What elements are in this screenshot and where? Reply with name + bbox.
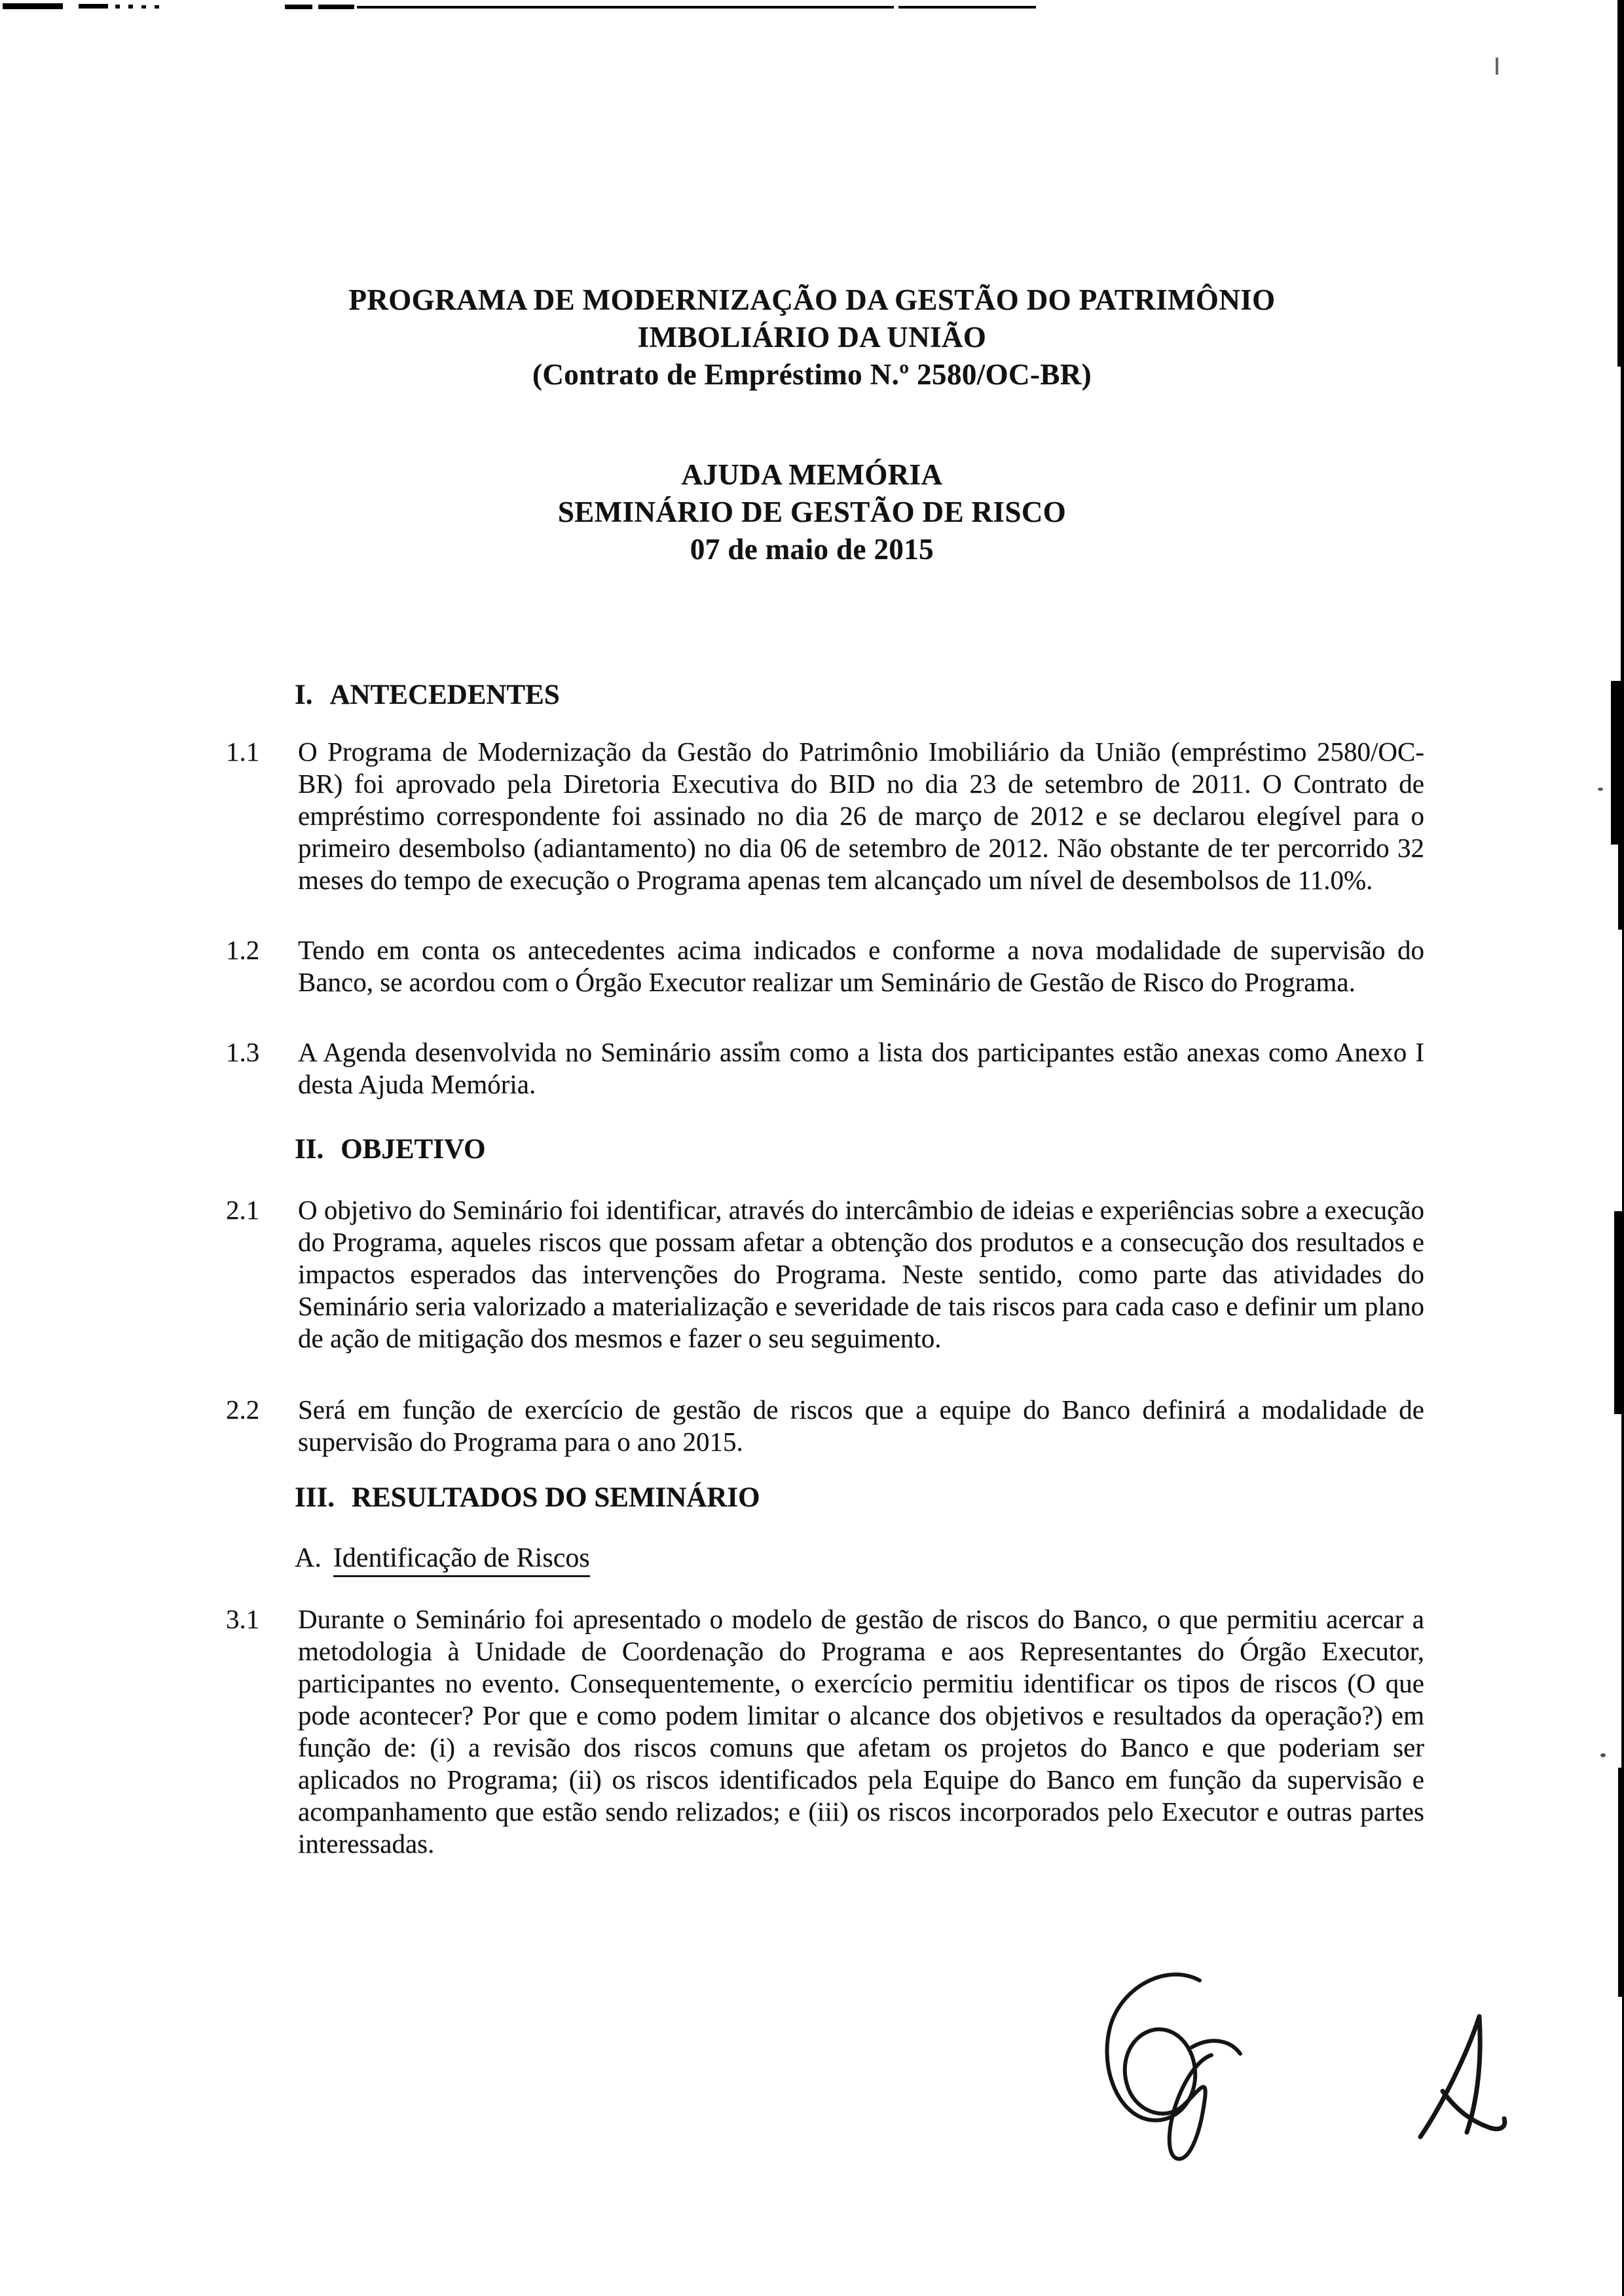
- scan-artifact-right-edge: [1614, 1211, 1624, 1414]
- scan-artifact-right-edge: [1611, 681, 1624, 845]
- paragraph-3-1: [226, 1603, 1424, 1860]
- paragraph-number: 1.1: [226, 737, 260, 767]
- scan-artifact-top-edge: [155, 5, 159, 9]
- subheading-identificacao-de-riscos: [295, 1542, 1424, 1575]
- section-numeral: III.: [295, 1482, 335, 1513]
- scan-artifact-top-edge: [357, 6, 894, 9]
- scan-artifact-top-edge: [285, 5, 312, 9]
- section-title: ANTECEDENTES: [329, 680, 560, 710]
- paragraph-2-2: [226, 1394, 1424, 1458]
- section-numeral: II.: [295, 1134, 324, 1165]
- scan-artifact-top-edge: [141, 5, 146, 9]
- scan-artifact-top-edge: [898, 6, 1036, 9]
- memo-date-line: 07 de maio de 2015: [690, 533, 934, 566]
- section-heading-resultados: [295, 1482, 1424, 1514]
- signature-scribble-icon: [1100, 1967, 1251, 2167]
- paragraph-text: A Agenda desenvolvida no Seminário assim como a lista dos participantes estão anexas como Anexo I desta Ajuda Memória.: [298, 1037, 1424, 1099]
- paragraph-number: 2.1: [226, 1195, 260, 1225]
- scan-artifact-right-edge: [1621, 1414, 1624, 1768]
- scan-artifact-right-edge: [1621, 367, 1624, 681]
- section-heading-objetivo: [295, 1133, 1424, 1165]
- paragraph-text: O objetivo do Seminário foi identificar, através do intercâmbio de ideias e experiências sobre a execução do Programa, aqueles riscos que possam afetar a obtenção dos produtos e a consecução dos resultados e impactos esperados das intervenções do Programa. Neste sentido, como parte das atividades do Seminário seria valorizado a materialização e severidade de tais riscos para cada caso e definir um plano de ação de mitigação dos mesmos e fazer o seu seguimento.: [298, 1195, 1424, 1353]
- paragraph-text: Tendo em conta os antecedentes acima indicados e conforme a nova modalidade de supervisão do Banco, se acordou com o Órgão Executor realizar um Seminário de Gestão de Risco do Programa.: [298, 935, 1424, 997]
- scan-artifact-right-edge: [1618, 845, 1624, 930]
- scan-artifact-top-edge: [3, 3, 63, 9]
- paragraph-1-3: [226, 1036, 1424, 1101]
- section-title: RESULTADOS DO SEMINÁRIO: [351, 1482, 760, 1513]
- title-line-3: (Contrato de Empréstimo N.º 2580/OC-BR): [532, 358, 1092, 391]
- paragraph-number: 1.3: [226, 1037, 260, 1067]
- document-body: [226, 679, 1424, 1860]
- paragraph-number: 2.2: [226, 1394, 260, 1425]
- scan-artifact-right-edge: [1617, 0, 1624, 367]
- scan-speck: [1496, 58, 1498, 75]
- memo-subtitle: [0, 456, 1624, 568]
- section-heading-antecedentes: [295, 679, 1424, 711]
- memo-type-line: AJUDA MEMÓRIA: [681, 458, 943, 491]
- scan-artifact-top-edge: [115, 5, 120, 9]
- section-title: OBJETIVO: [341, 1134, 486, 1165]
- paragraph-text: Durante o Seminário foi apresentado o modelo de gestão de riscos do Banco, o que permitiu acercar a metodologia à Unidade de Coordenação do Programa e aos Representantes do Órgão Executor, participantes no evento. Consequentemente, o exercício permitiu identificar os tipos de riscos (O que pode acontecer? Por que e como podem limitar o alcance dos objetivos e resultados da operação?) em função de: (i) a revisão dos riscos comuns que afetam os projetos do Banco e que poderiam ser aplicados no Programa; (ii) os riscos identificados pela Equipe do Banco em função da supervisão e acompanhamento que estão sendo relizados; e (iii) os riscos incorporados pelo Executor e outras partes interessadas.: [298, 1604, 1424, 1859]
- scan-artifact-top-edge: [79, 4, 108, 9]
- paragraph-number: 1.2: [226, 935, 260, 965]
- scan-speck: [1600, 1753, 1606, 1757]
- subheading-letter: A.: [295, 1543, 322, 1573]
- paragraph-2-1: [226, 1194, 1424, 1355]
- paragraph-text: Será em função de exercício de gestão de riscos que a equipe do Banco definirá a modalidade de supervisão do Programa para o ano 2015.: [298, 1394, 1424, 1457]
- paragraph-text: O Programa de Modernização da Gestão do Patrimônio Imobiliário da União (empréstimo 2580/OC-BR) foi aprovado pela Diretoria Executiva do BID no dia 23 de setembro de 2011. O Contrato de empréstimo correspondente foi assinado no dia 26 de março de 2012 e se declarou elegível para o primeiro desembolso (adiantamento) no dia 06 de setembro de 2012. Não obstante de ter percorrido 32 meses do tempo de execução o Programa apenas tem alcançado um nível de desembolsos de 11.0%.: [298, 737, 1424, 895]
- paragraph-1-1: [226, 736, 1424, 896]
- subheading-text: Identificação de Riscos: [333, 1543, 590, 1577]
- title-line-1: PROGRAMA DE MODERNIZAÇÃO DA GESTÃO DO PATRIMÔNIO: [348, 283, 1276, 316]
- section-numeral: I.: [295, 680, 313, 710]
- scan-artifact-top-edge: [128, 5, 133, 9]
- scan-speck: [1598, 788, 1603, 791]
- paragraph-number: 3.1: [226, 1604, 260, 1634]
- initials-scribble-icon: [1405, 2011, 1522, 2145]
- scan-artifact-right-edge: [1618, 1768, 1624, 1997]
- paragraph-1-2: [226, 934, 1424, 998]
- title-line-2: IMBOLIÁRIO DA UNIÃO: [637, 321, 987, 354]
- memo-subject-line: SEMINÁRIO DE GESTÃO DE RISCO: [557, 496, 1067, 528]
- scan-artifact-top-edge: [318, 5, 354, 9]
- document-title: [0, 0, 1624, 393]
